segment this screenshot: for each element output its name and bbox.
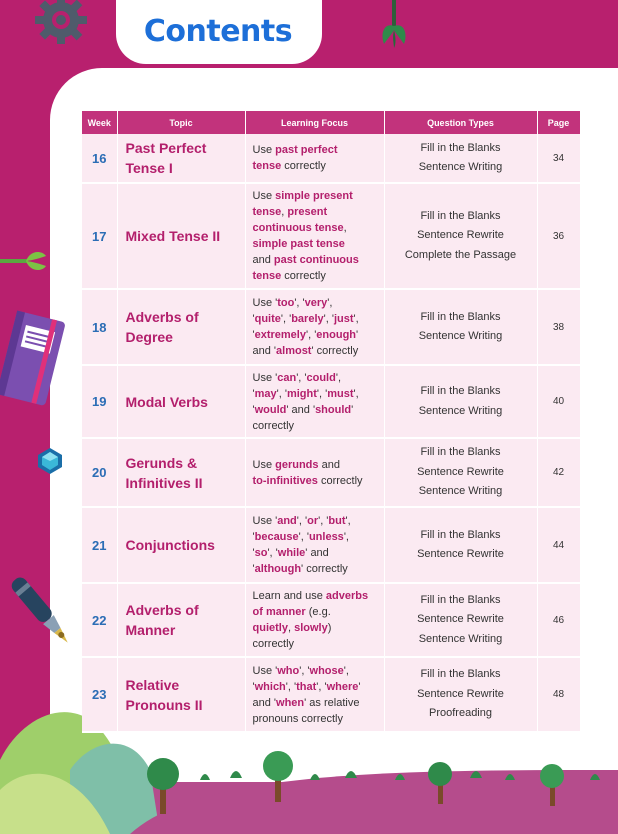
week-number: 17 [82, 183, 117, 289]
week-number: 18 [82, 289, 117, 365]
focus-text: correctly [317, 474, 363, 487]
question-types [384, 365, 537, 438]
focus-keyword: who [277, 664, 300, 677]
focus-text: ', [335, 371, 341, 384]
topic-line: Gerunds & [125, 454, 198, 471]
focus-keyword: could [306, 371, 336, 384]
table-row [82, 289, 580, 365]
focus-text: ', [327, 297, 333, 309]
focus-text: ', [345, 515, 351, 527]
focus-keyword: although [254, 563, 302, 575]
question-type: Sentence Writing [418, 161, 503, 173]
question-type: Complete the Passage [404, 248, 517, 261]
page-title: Contents [143, 14, 293, 49]
focus-text: Use ' [252, 371, 278, 384]
focus-text: ', ' [316, 387, 328, 400]
topic-line: Adverbs of [125, 309, 199, 325]
focus-keyword: very [304, 297, 328, 309]
focus-text: ', ' [280, 313, 292, 325]
topic-title [117, 583, 245, 657]
question-type: Fill in the Blanks [420, 209, 501, 222]
table-row [82, 657, 580, 732]
focus-keyword: tense [252, 206, 282, 218]
table-row [82, 134, 580, 183]
focus-text: , [281, 206, 288, 218]
table-row [82, 507, 580, 583]
question-types [384, 134, 537, 183]
focus-text: ', ' [267, 547, 278, 559]
focus-keyword: or [307, 515, 319, 527]
page-number: 46 [537, 583, 580, 657]
focus-keyword: slowly [294, 622, 328, 634]
learning-focus [245, 365, 384, 438]
question-type: Sentence Rewrite [417, 229, 504, 242]
focus-text: ' [252, 531, 255, 543]
focus-keyword: might [286, 387, 317, 400]
focus-text: Use ' [252, 515, 278, 527]
focus-keyword: that [296, 680, 317, 693]
focus-text: and ' [252, 345, 277, 357]
question-type: Fill in the Blanks [420, 668, 501, 681]
focus-keyword: almost [276, 345, 312, 357]
question-types [384, 657, 537, 732]
topic-line: Past Perfect [125, 140, 207, 156]
header-topic: Topic [117, 111, 245, 134]
table-body [82, 134, 580, 732]
focus-keyword: quietly [252, 622, 288, 634]
focus-text: ' as relative [304, 696, 360, 709]
topic-line: Degree [125, 329, 173, 345]
focus-keyword: adverbs [325, 590, 369, 602]
focus-keyword: and [277, 515, 297, 527]
focus-keyword: quite [254, 313, 281, 325]
topic-line: Conjunctions [125, 537, 215, 553]
focus-text: and [318, 458, 340, 471]
question-types [384, 583, 537, 657]
question-type: Sentence Rewrite [417, 465, 504, 478]
focus-text: ' and [305, 547, 329, 559]
topic-line: Manner [125, 622, 176, 638]
page-number: 36 [537, 183, 580, 289]
header-learning-focus: Learning Focus [245, 111, 384, 134]
learning-focus [245, 657, 384, 732]
topic-title [117, 507, 245, 583]
page-number: 34 [537, 134, 580, 183]
focus-text: ', ' [316, 680, 327, 693]
focus-text: ' [252, 387, 255, 400]
focus-keyword: gerunds [275, 458, 319, 471]
focus-keyword: should [315, 403, 352, 416]
focus-keyword: where [326, 680, 359, 693]
focus-text: ', ' [305, 329, 317, 341]
week-number: 20 [82, 438, 117, 507]
focus-keyword: past perfect [275, 144, 338, 156]
focus-text: ', ' [298, 531, 309, 543]
table-row [82, 183, 580, 289]
learning-focus [245, 289, 384, 365]
topic-title [117, 183, 245, 289]
focus-text: ' correctly [311, 345, 359, 357]
week-number: 16 [82, 134, 117, 183]
gem-icon [36, 447, 64, 475]
question-types [384, 183, 537, 289]
focus-text: ', ' [294, 297, 305, 309]
question-types [384, 507, 537, 583]
focus-text: correctly [252, 419, 295, 432]
focus-text: correctly [281, 160, 326, 172]
focus-keyword: barely [291, 313, 324, 325]
focus-keyword: continuous tense [252, 222, 344, 234]
focus-keyword: which [254, 680, 286, 693]
page-number: 38 [537, 289, 580, 365]
question-type: Sentence Writing [418, 330, 503, 342]
notebook-icon [0, 306, 68, 412]
focus-text: and [252, 254, 274, 266]
focus-keyword: unless [308, 531, 344, 543]
focus-text: ', [343, 531, 349, 543]
focus-text: Learn and use [252, 590, 326, 602]
topic-title [117, 438, 245, 507]
focus-text: ' [252, 547, 255, 559]
focus-keyword: extremely [254, 329, 306, 341]
question-type: Proofreading [429, 707, 492, 720]
focus-text: ', ' [296, 371, 307, 384]
focus-keyword: when [276, 696, 305, 709]
focus-text: pronouns correctly [252, 712, 343, 725]
question-type: Fill in the Blanks [420, 141, 501, 154]
page-number: 40 [537, 365, 580, 438]
question-type: Fill in the Blanks [420, 310, 501, 323]
question-types [384, 438, 537, 507]
question-type: Sentence Rewrite [417, 548, 504, 560]
learning-focus [245, 134, 384, 183]
learning-focus [245, 438, 384, 507]
focus-keyword: simple present [275, 190, 353, 202]
page-number: 44 [537, 507, 580, 583]
focus-keyword: must [327, 387, 354, 400]
focus-keyword: whose [309, 664, 344, 677]
focus-text: ', [343, 664, 349, 677]
focus-text: Use [252, 144, 276, 156]
focus-text: ' [252, 403, 255, 416]
focus-text: and ' [252, 696, 277, 709]
focus-text: ', ' [296, 515, 308, 527]
focus-keyword: would [254, 403, 287, 416]
gear-icon [32, 0, 90, 52]
focus-keyword: so [254, 547, 268, 559]
page-number: 42 [537, 438, 580, 507]
focus-text: Use [252, 458, 276, 471]
table-row [82, 438, 580, 507]
header-page: Page [537, 111, 580, 134]
question-type: Sentence Rewrite [417, 613, 504, 626]
focus-keyword: may [254, 387, 277, 400]
focus-text: ', ' [285, 680, 297, 693]
week-number: 23 [82, 657, 117, 732]
focus-text: Use [252, 190, 276, 202]
fountain-pen-icon [6, 570, 78, 654]
learning-focus [245, 583, 384, 657]
question-type: Sentence Writing [418, 485, 503, 498]
focus-text: ' [252, 680, 255, 693]
focus-keyword: simple past tense [252, 238, 345, 250]
focus-keyword: because [254, 531, 299, 543]
focus-text: ' [351, 403, 354, 416]
topic-line: Pronouns II [125, 696, 203, 713]
focus-keyword: just [333, 313, 354, 325]
focus-text: Use ' [252, 297, 278, 309]
topic-title [117, 365, 245, 438]
topic-title [117, 657, 245, 732]
focus-text: ', ' [276, 387, 287, 400]
focus-keyword: present [287, 206, 328, 218]
learning-focus [245, 507, 384, 583]
focus-keyword: past continuous [273, 254, 359, 266]
page-number: 48 [537, 657, 580, 732]
table-header-row [82, 111, 580, 134]
focus-text: ' correctly [301, 563, 348, 575]
focus-keyword: but [328, 515, 346, 527]
week-number: 22 [82, 583, 117, 657]
topic-line: Tense I [125, 160, 173, 176]
focus-text: ' [358, 680, 361, 693]
question-type: Sentence Writing [418, 404, 503, 417]
focus-text: ', [353, 387, 359, 400]
focus-text: ', ' [299, 664, 310, 677]
leaf-sprig-icon [0, 246, 48, 276]
question-type: Sentence Writing [418, 632, 503, 645]
contents-table [82, 111, 581, 733]
header-week: Week [82, 111, 117, 134]
focus-keyword: while [277, 547, 306, 559]
focus-text: , [343, 222, 347, 234]
topic-title [117, 134, 245, 183]
focus-text: ', ' [318, 515, 329, 527]
learning-focus [245, 183, 384, 289]
topic-line: Mixed Tense II [125, 228, 221, 244]
focus-text: ' [356, 329, 359, 341]
question-type: Fill in the Blanks [420, 385, 501, 397]
table-row [82, 365, 580, 438]
header-question-types: Question Types [384, 111, 537, 134]
question-type: Sentence Rewrite [417, 687, 504, 700]
topic-line: Infinitives II [125, 474, 203, 491]
focus-keyword: too [277, 297, 295, 309]
focus-keyword: of manner [252, 606, 306, 618]
table-row [82, 583, 580, 657]
focus-text: ' [252, 313, 255, 325]
week-number: 19 [82, 365, 117, 438]
focus-text: (e.g. [305, 606, 331, 618]
question-types [384, 289, 537, 365]
hanging-plant-icon [374, 0, 414, 52]
focus-text: , [287, 622, 295, 634]
topic-line: Adverbs of [125, 602, 199, 618]
focus-text: ) [327, 622, 332, 634]
focus-keyword: tense [252, 160, 282, 172]
focus-text: correctly [281, 270, 326, 282]
focus-text: ' [252, 563, 255, 575]
focus-keyword: to-infinitives [252, 474, 318, 487]
topic-title [117, 289, 245, 365]
question-type: Fill in the Blanks [420, 528, 501, 541]
topic-line: Modal Verbs [125, 393, 208, 410]
focus-text: ', ' [323, 313, 334, 325]
focus-text: Use ' [252, 664, 278, 677]
focus-text: correctly [252, 638, 295, 650]
week-number: 21 [82, 507, 117, 583]
focus-text: ' [252, 329, 255, 341]
question-type: Fill in the Blanks [420, 593, 501, 606]
focus-keyword: tense [252, 270, 282, 282]
topic-line: Relative [125, 676, 180, 693]
focus-keyword: can [277, 371, 297, 384]
question-type: Fill in the Blanks [420, 446, 501, 459]
focus-keyword: enough [316, 329, 357, 341]
focus-text: ' and ' [286, 403, 316, 416]
focus-text: ', [353, 313, 359, 325]
